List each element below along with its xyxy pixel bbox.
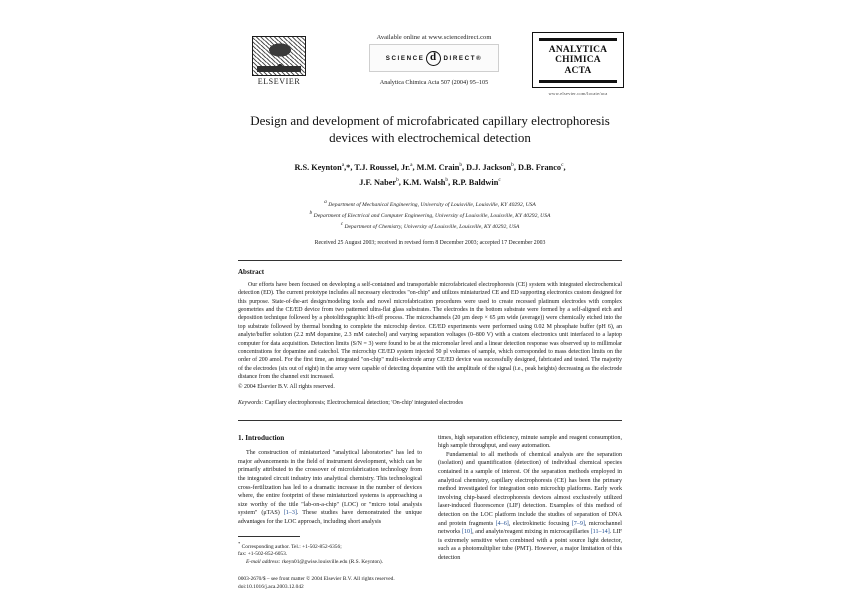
column-left [238, 434, 422, 591]
intro-left-text: The construction of miniaturized "analytical laboratories" has led to major advancements in the field of instrument development, which can be primarily attributed to the crossover of microfabrication technology from the integrated circuit industry into analytical chemistry. This technological cross-fertilization has led to a dramatic increase in the number of devices where, the entire footprint of these miniaturized systems is approaching a size worthy of the title "lab-on-a-chip" (LOC) or "micro total analysis system" (μTAS) [238, 450, 422, 517]
sciencedirect-block [338, 34, 530, 86]
author-list [240, 159, 620, 189]
journal-title-line-3: ACTA [564, 65, 592, 76]
article-title: Design and development of microfabricated capillary electrophoresis devices with electrochemical detection [250, 113, 610, 145]
keywords-label: Keywords: [238, 399, 264, 406]
paper-sheet [218, 18, 642, 590]
citation-ref-11-14[interactable]: [11–14] [589, 529, 610, 536]
footnote-fax-text: fax: +1-502-852-6053. [238, 550, 288, 557]
journal-citation: Analytica Chimica Acta 507 (2004) 95–105 [379, 79, 489, 86]
keywords-line [238, 400, 622, 406]
elsevier-wordmark: ELSEVIER [257, 77, 301, 86]
elsevier-tree-icon [252, 36, 306, 76]
intro-paragraph-right-2 [438, 451, 622, 563]
citation-ref-10[interactable]: [10] [460, 529, 473, 536]
abstract-heading: Abstract [238, 267, 265, 276]
abstract-paragraph: Our efforts have been focused on developing a self-contained and transportable microfabricated electrophoresis (CE) system with integrated electrochemical detection (ED). The current prototype includes all necessary electrodes "on-chip" and utilizes miniaturized CE and ED supporting electronics custom designed for this purpose. State-of-the-art design/modeling tools and novel microfabrication procedures were used to create recessed platinum electrodes with complex geometries and the CE/ED device from two patterned ultra-flat glass substrates. The electrodes in the bottom substrate were formed by a self-aligned etch and deposition technique followed by a photolithographic lift-off process. The microchannels (20 μm deep × 65 μm wide (average)) were chemically etched into the top substrate followed by thermal bonding to complete the microchip device. CE/ED experiments were performed using 0.02 M phosphate buffer (pH 6), an analyte/buffer solution (2.2 mM dopamine, 2.3 mM catechol) and varying separation voltages (0–800 V) with a custom electronics unit interfaced to a laptop computer for data acquisition. Detection limits (S/N = 3) were found to be at the micromolar level and a linear detection response was observed up to millimolar concentrations for dopamine and catechol. The microchip CE/ED system injected 50 pl volumes of sample, which corresponded to mass detection limits on the order of 200 amol. For the first time, an integrated "on-chip" multi-electrode array CE/ED device was successfully designed, fabricated and tested. The majority of the electrodes (six out of eight) in the array were capable of detecting dopamine with the amplitude of the signal (i.e., peak heights) decreasing as the electrode distance from the channel exit increased. [238, 281, 622, 381]
affiliation-item: $^c$ Department of Chemistry, University of Louisville, Louisville, KY 40292, USA [340, 220, 520, 230]
sciencedirect-logo [369, 44, 500, 72]
citation-ref-1-3[interactable]: [1–3] [279, 510, 297, 517]
journal-logo-block [532, 32, 624, 96]
keywords-text: Capillary electrophoresis; Electrochemical detection; 'On-chip' integrated electrodes [264, 399, 464, 406]
column-right [438, 434, 622, 591]
affiliation-item: $^b$ Department of Electrical and Computer Engineering, University of Louisville, Louisville, KY 40292, USA [309, 209, 551, 219]
section-heading-introduction: 1. Introduction [238, 433, 285, 442]
footnote-email-label: E-mail address: [246, 558, 281, 565]
affiliation-item: $^a$ Department of Mechanical Engineering, University of Louisville, Louisville, KY 40292, USA [324, 198, 536, 208]
issn-copyright-line: 0003-2670/$ – see front matter © 2004 Elsevier B.V. All rights reserved. [238, 576, 395, 583]
affiliation-list [218, 198, 642, 231]
intro-right-text-e: . LIF is extremely sensitive when combined with a point source light detector, such as a photomultiplier tube (PMT). However, a major limitation of this detection [438, 529, 623, 561]
footnote-asterisk: * [238, 540, 241, 546]
author-line-2: J.F. Naber$^b$, K.M. Walsh$^b$, R.P. Baldwin$^c$ [359, 176, 501, 187]
intro-right-text-c: , microchannel networks [438, 520, 622, 536]
abstract-copyright: © 2004 Elsevier B.V. All rights reserved. [238, 383, 335, 390]
journal-logo-rule-bottom [539, 80, 617, 83]
footnote-rule [238, 536, 300, 537]
elsevier-logo [252, 36, 306, 88]
masthead [218, 18, 642, 96]
doi-line[interactable]: doi:10.1016/j.aca.2003.12.042 [238, 583, 304, 590]
intro-paragraph-right-1: times, high separation efficiency, minute sample and reagent consumption, high sample throughput, and easy automation. [438, 434, 622, 450]
sciencedirect-logo-left: SCIENCE [385, 54, 425, 62]
abstract-bottom-rule [238, 420, 622, 421]
footnote-corresponding-author [238, 540, 422, 567]
article-history: Received 25 August 2003; received in revised form 8 December 2003; accepted 17 December 2003 [314, 239, 546, 246]
footnote-corresponding-text: Corresponding author. Tel.: +1-502-852-6356; [241, 543, 342, 550]
intro-right-text-d: , and analyte/reagent mixing in microcapillaries [472, 529, 590, 536]
imprint-block [238, 576, 422, 591]
abstract-text [238, 281, 622, 382]
abstract-top-rule [238, 260, 622, 261]
sciencedirect-d-icon [426, 51, 441, 66]
journal-logo-rule-top [539, 38, 617, 41]
author-line-1: R.S. Keynton$^a$,*, T.J. Roussel, Jr.$^a$, M.M. Crain$^b$, D.J. Jackson$^b$, D.B. Franco$^c$, [294, 162, 566, 172]
intro-left-text-cont: . These studies have demonstrated the unique advantages for the LOC approach, including short analysis [238, 510, 422, 525]
citation-ref-7-9[interactable]: [7–9] [569, 520, 585, 527]
footnote-email-value[interactable]: rkeyn01@gwise.louisville.edu (R.S. Keynton). [281, 558, 383, 565]
sciencedirect-available-text: Available online at www.sciencedirect.com [376, 34, 492, 41]
intro-paragraph-left [238, 449, 422, 526]
body-columns [238, 434, 622, 591]
journal-logo-box [532, 32, 624, 88]
journal-logo-url: www.elsevier.com/locate/aca [548, 90, 608, 96]
journal-title-line-1: ANALYTICA [548, 44, 608, 55]
intro-right-text-b: , electrokinetic focusing [508, 520, 570, 527]
citation-ref-4-6[interactable]: [4–6] [493, 520, 509, 527]
sciencedirect-logo-right: DIRECT® [443, 54, 483, 62]
intro-right-text-a: Fundamental to all methods of chemical analysis are the separation (isolation) and quantification (detection) of individual chemical species contained in a sample of interest. Of the separation methods employed in analytical chemistry, capillary electrophoresis (CE) has been the primary method investigated for integration onto microchip platforms. Early work involving chip-based electrophoresis devices almost exclusively utilized laser-induced fluorescence (LIF) detection. Examples of this method of detection on the LOC platform include the studies of separation of DNA and protein fragments [438, 451, 622, 527]
journal-title-line-2: CHIMICA [555, 55, 601, 65]
